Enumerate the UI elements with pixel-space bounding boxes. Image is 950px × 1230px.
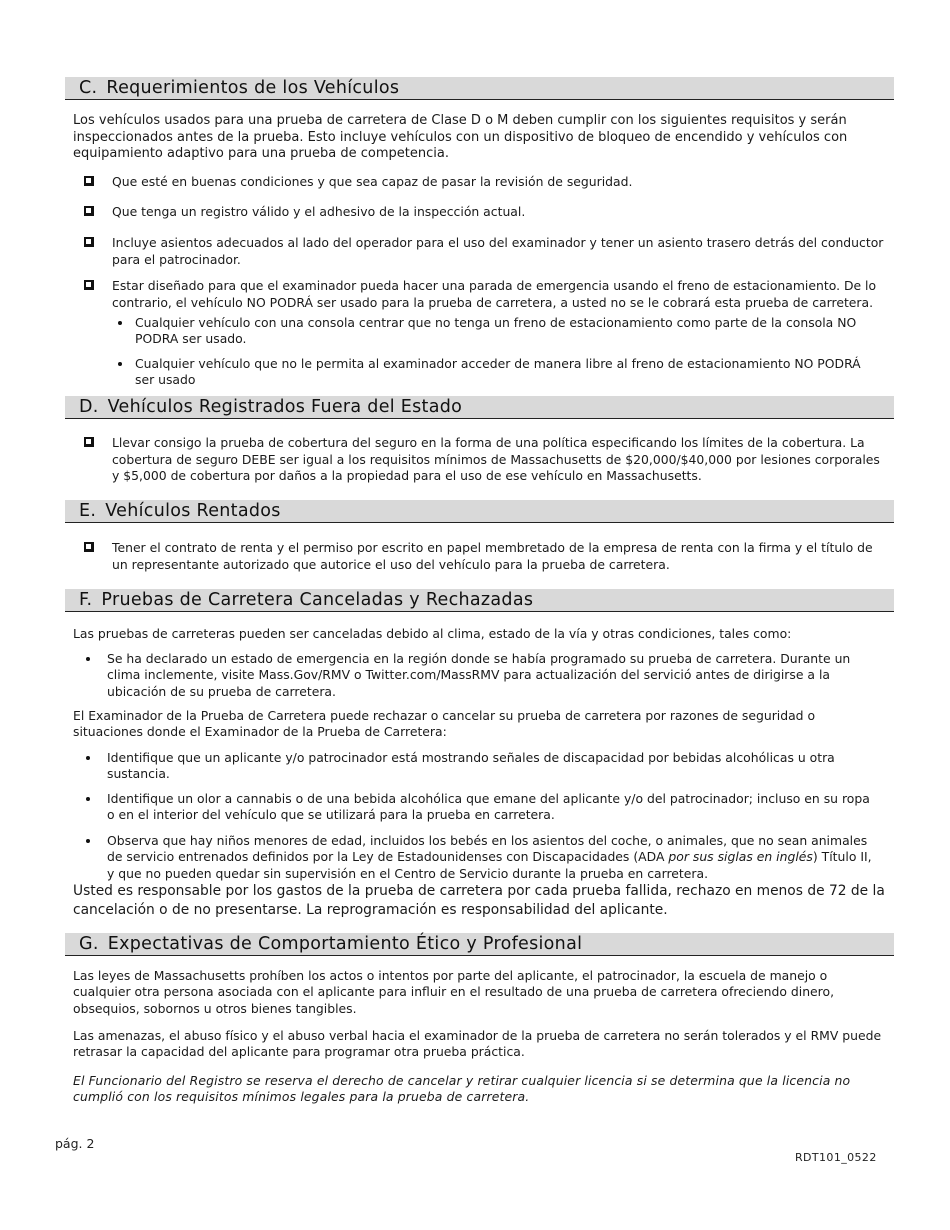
section-title: Vehículos Registrados Fuera del Estado bbox=[107, 397, 463, 417]
checkbox-icon bbox=[84, 176, 94, 186]
section-f-closing: Usted es responsable por los gastos de la prueba de carretera por cada prueba fallida, rechazo en menos de 72 de la cancelación o de no presentarse. La reprogramación es responsabilidad del aplicante. bbox=[73, 883, 885, 918]
section-letter: G. bbox=[79, 934, 99, 954]
section-c-header bbox=[65, 77, 894, 100]
list-item bbox=[86, 833, 878, 882]
section-f-middle: El Examinador de la Prueba de Carretera puede rechazar o cancelar su prueba de carretera por razones de seguridad o situaciones donde el Examinador de la Prueba de Carretera: bbox=[73, 708, 816, 740]
section-g-disclaimer: El Funcionario del Registro se reserva el derecho de cancelar y retirar cualquier licencia si se determina que la licencia no cumplió con los requisitos mínimos legales para la prueba de carretera. bbox=[73, 1073, 851, 1105]
checkbox-icon bbox=[84, 437, 94, 447]
bullet-icon bbox=[118, 362, 122, 366]
section-letter: D. bbox=[79, 397, 99, 417]
checklist-text: Llevar consigo la prueba de cobertura del seguro en la forma de una política especificando los límites de la cobertura. La cobertura de seguro DEBE ser igual a los requisitos mínimos de Massachusetts de $20,000/$40,000 por lesiones corporales y $5,000 de cobertura por daños a la propiedad para el uso de ese vehículo en Massachusetts. bbox=[112, 435, 880, 483]
checklist-item bbox=[84, 540, 884, 573]
list-item-text: Cualquier vehículo que no le permita al examinador acceder de manera libre al freno de estacionamiento NO PODRÁ ser usado bbox=[135, 356, 861, 388]
page-number: pág. 2 bbox=[55, 1136, 95, 1151]
checklist-text: Que esté en buenas condiciones y que sea capaz de pasar la revisión de seguridad. bbox=[112, 174, 633, 189]
bullet-icon bbox=[86, 839, 90, 843]
section-g-paragraph: Las leyes de Massachusetts prohíben los actos o intentos por parte del aplicante, el patrocinador, la escuela de manejo o cualquier otra persona asociada con el aplicante para influir en el resultado de una prueba de carretera ofreciendo dinero, obsequios, sobornos u otros bienes tangibles. bbox=[73, 968, 835, 1016]
checklist-text: Estar diseñado para que el examinador pueda hacer una parada de emergencia usando el freno de estacionamiento. De lo contrario, el vehículo NO PODRÁ ser usado para la prueba de carretera, a usted no se le cobrará esta prueba de carretera. bbox=[112, 278, 877, 310]
section-d-header bbox=[65, 396, 894, 419]
list-item-text: Cualquier vehículo con una consola centrar que no tenga un freno de estacionamiento como parte de la consola NO PODRA ser usado. bbox=[135, 315, 857, 347]
section-g-header bbox=[65, 933, 894, 956]
list-item-text: Identifique que un aplicante y/o patrocinador está mostrando señales de discapacidad por bebidas alcohólicas u otra sustancia. bbox=[107, 750, 835, 782]
form-code: RDT101_0522 bbox=[795, 1151, 877, 1164]
section-title: Expectativas de Comportamiento Ético y Profesional bbox=[107, 934, 583, 954]
section-title: Requerimientos de los Vehículos bbox=[106, 78, 400, 98]
list-item-text bbox=[107, 833, 878, 882]
section-title: Pruebas de Carretera Canceladas y Rechazadas bbox=[101, 590, 534, 610]
section-c-intro: Los vehículos usados para una prueba de carretera de Clase D o M deben cumplir con los siguientes requisitos y serán inspeccionados antes de la prueba. Esto incluye vehículos con un dispositivo de bloqueo de encendido y vehículos con equipamiento adaptivo para una prueba de competencia. bbox=[73, 113, 848, 161]
list-item-text: Identifique un olor a cannabis o de una bebida alcohólica que emane del aplicante y/o del patrocinador; incluso en su ropa o en el interior del vehículo que se utilizará para la prueba en carretera. bbox=[107, 791, 870, 823]
section-letter: E. bbox=[79, 501, 97, 521]
checkbox-icon bbox=[84, 237, 94, 247]
list-item-text-part: Observa que hay niños menores de edad, incluidos los bebés en los asientos del coche, o animales, que no sean animales de servicio entrenados definidos por la Ley de Estadounidenses con Discapacidades (ADA bbox=[107, 833, 868, 865]
bullet-icon bbox=[86, 797, 90, 801]
checklist-item bbox=[84, 278, 884, 311]
bullet-icon bbox=[118, 321, 122, 325]
list-item-text-part: ) Título II, y que no pueden quedar sin supervisión en el Centro de Servicio durante la prueba en carretera. bbox=[107, 849, 872, 881]
checklist-item bbox=[84, 174, 884, 191]
bullet-icon bbox=[86, 657, 90, 661]
checklist-item bbox=[84, 435, 884, 485]
checklist-text: Que tenga un registro válido y el adhesivo de la inspección actual. bbox=[112, 204, 526, 219]
section-letter: C. bbox=[79, 78, 98, 98]
list-item bbox=[86, 651, 878, 700]
section-f-intro: Las pruebas de carreteras pueden ser canceladas debido al clima, estado de la vía y otras condiciones, tales como: bbox=[73, 626, 792, 641]
section-title: Vehículos Rentados bbox=[105, 501, 281, 521]
list-item bbox=[86, 791, 878, 824]
checklist-text: Incluye asientos adecuados al lado del operador para el uso del examinador y tener un asiento trasero detrás del conductor para el patrocinador. bbox=[112, 235, 884, 267]
checklist-item bbox=[84, 235, 884, 268]
list-item bbox=[118, 356, 878, 389]
list-item-italic-text: por sus siglas en inglés bbox=[668, 849, 813, 865]
section-e-header bbox=[65, 500, 894, 523]
list-item bbox=[86, 750, 878, 783]
checkbox-icon bbox=[84, 206, 94, 216]
list-item bbox=[118, 315, 878, 348]
checklist-text: Tener el contrato de renta y el permiso por escrito en papel membretado de la empresa de renta con la firma y el título de un representante autorizado que autorice el uso del vehículo para la prueba de carretera. bbox=[112, 540, 873, 572]
section-letter: F. bbox=[79, 590, 93, 610]
section-g-paragraph: Las amenazas, el abuso físico y el abuso verbal hacia el examinador de la prueba de carretera no serán tolerados y el RMV puede retrasar la capacidad del aplicante para programar otra prueba práctica. bbox=[73, 1028, 882, 1060]
checklist-item bbox=[84, 204, 884, 221]
checkbox-icon bbox=[84, 280, 94, 290]
list-item-text: Se ha declarado un estado de emergencia en la región donde se había programado su prueba de carretera. Durante un clima inclemente, visite Mass.Gov/RMV o Twitter.com/MassRMV para actualización del serviciό antes de dirigirse a la ubicación de su prueba de carretera. bbox=[107, 651, 851, 699]
section-f-header bbox=[65, 589, 894, 612]
checkbox-icon bbox=[84, 542, 94, 552]
bullet-icon bbox=[86, 756, 90, 760]
